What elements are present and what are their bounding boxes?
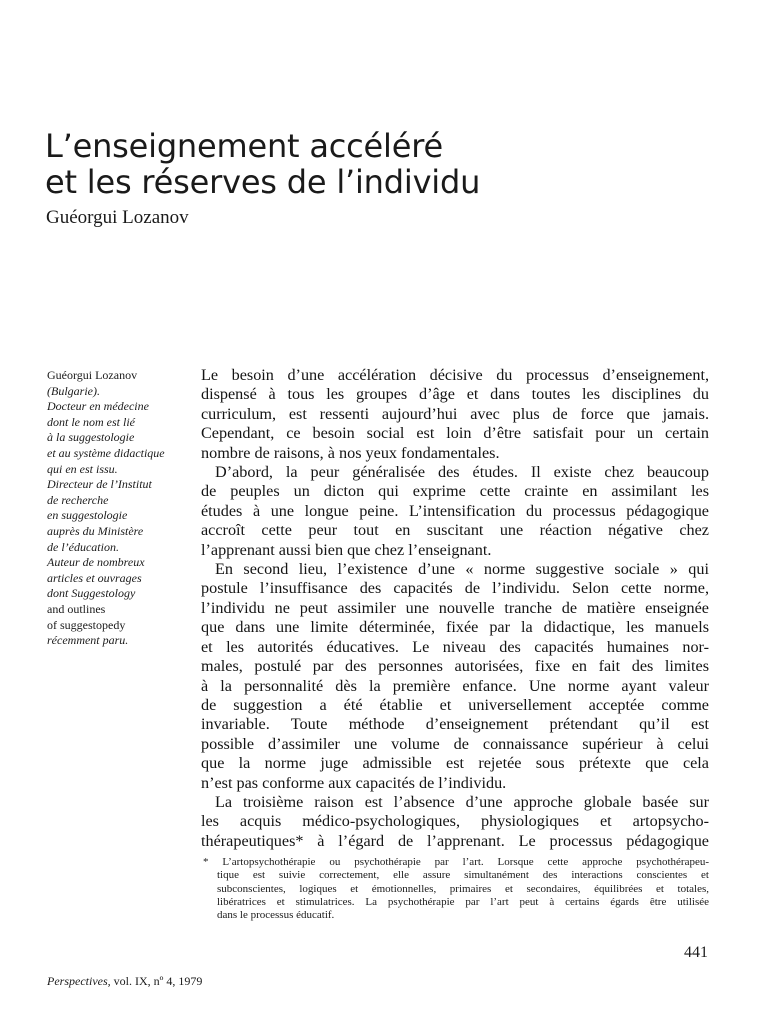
bio-line: Auteur de nombreux bbox=[47, 555, 145, 570]
bio-line: Directeur de l’Institut bbox=[47, 477, 152, 492]
body-line: que la norme juge admissible est rejetée sous prétexte que cela bbox=[201, 754, 709, 773]
body-line: à la personnalité dès la première enfance. Une norme ayant valeur bbox=[201, 676, 709, 695]
bio-line: de recherche bbox=[47, 492, 109, 507]
bio-line: Docteur en médecine bbox=[47, 399, 149, 414]
bio-line: dont Suggestology bbox=[47, 586, 136, 601]
body-line: curriculum, est ressenti aujourd’hui avec plus de force que jamais. bbox=[201, 404, 709, 423]
bio-line: et au système didactique bbox=[47, 445, 165, 460]
body-line: les acquis médico-psychologiques, physiologiques et artopsycho- bbox=[201, 812, 709, 831]
bio-line: à la suggestologie bbox=[47, 430, 135, 445]
article-body bbox=[201, 366, 709, 851]
journal-citation bbox=[47, 974, 202, 989]
body-line: En second lieu, l’existence d’une « norme suggestive sociale » qui bbox=[215, 560, 709, 579]
journal-name: Perspectives, bbox=[47, 974, 111, 988]
page-number: 441 bbox=[684, 944, 708, 961]
journal-issue: vol. IX, nº 4, 1979 bbox=[110, 974, 203, 988]
bio-line: en suggestologie bbox=[47, 508, 128, 523]
body-line: accroît cette peur tout en suscitant une réaction négative chez bbox=[201, 521, 709, 540]
body-line: La troisième raison est l’absence d’une approche globale basée sur bbox=[215, 792, 709, 811]
body-line: de suggestion a été établie et universellement acceptée comme bbox=[201, 695, 709, 714]
body-line: possible d’assimiler une volume de connaissance supérieur à celui bbox=[201, 734, 709, 753]
body-line: males, postulé par des personnes autorisées, fixe en fait des limites bbox=[201, 657, 709, 676]
body-line: dispensé à tous les groupes d’âge et dans toutes les disciplines du bbox=[201, 385, 709, 404]
article-title bbox=[45, 128, 685, 200]
body-line: postule l’insuffisance des capacités de l’individu. Selon cette norme, bbox=[201, 579, 709, 598]
footnote-line: tique est suivie correctement, elle assure simultanément des interactions conscientes et bbox=[217, 869, 709, 882]
bio-line: dont le nom est lié bbox=[47, 414, 135, 429]
bio-line: Guéorgui Lozanov bbox=[47, 368, 138, 382]
body-line: Cependant, ce besoin social est loin d’être satisfait pour un certain bbox=[201, 424, 709, 443]
footnote-line: libératrices et stimulatrices. La psychothérapie par l’art peut à certains égards être utilisée bbox=[217, 895, 709, 908]
body-line: D’abord, la peur généralisée des études. Il existe chez beaucoup bbox=[215, 463, 709, 482]
bio-line: auprès du Ministère bbox=[47, 523, 144, 538]
author-bio bbox=[47, 368, 197, 649]
body-line: l’individu ne peut assimiler une nouvelle tranche de matière enseignée bbox=[201, 598, 709, 617]
footnote bbox=[203, 856, 709, 922]
bio-line: and outlines bbox=[47, 601, 106, 616]
bio-line: of suggestopedy bbox=[47, 617, 126, 632]
title-line-2: et les réserves de l’individu bbox=[45, 163, 481, 201]
body-line: thérapeutiques* à l’égard de l’apprenant. Le processus pédagogique bbox=[201, 831, 709, 850]
body-line: de peuples un dicton qui exprime cette crainte en assimilant les bbox=[201, 482, 709, 501]
body-line: et les autorités éducatives. Le niveau des capacités humaines nor- bbox=[201, 637, 709, 656]
bio-line: (Bulgarie). bbox=[47, 383, 100, 398]
body-line: l’apprenant aussi bien que chez l’enseignant. bbox=[201, 540, 492, 559]
body-line: n’est pas conforme aux capacités de l’individu. bbox=[201, 773, 507, 792]
body-line: que dans une limite déterminée, fixée par la didactique, les manuels bbox=[201, 618, 709, 637]
author-name: Guéorgui Lozanov bbox=[46, 207, 189, 228]
bio-line: récemment paru. bbox=[47, 633, 129, 648]
body-line: études à une longue peine. L’intensification du processus pédagogique bbox=[201, 501, 709, 520]
bio-line: qui en est issu. bbox=[47, 461, 118, 476]
footnote-line: * L’artopsychothérapie ou psychothérapie par l’art. Lorsque cette approche psychothérapeu- bbox=[203, 856, 709, 868]
bio-line: articles et ouvrages bbox=[47, 570, 142, 585]
footnote-line: subconscientes, logiques et émotionnelles, primaires et secondaires, équilibrées et totales, bbox=[217, 882, 709, 895]
body-line: Le besoin d’une accélération décisive du processus d’enseignement, bbox=[201, 366, 709, 384]
bio-line: de l’éducation. bbox=[47, 539, 119, 554]
footnote-line: dans le processus éducatif. bbox=[217, 909, 335, 922]
body-line: nombre de raisons, à nos yeux fondamentales. bbox=[201, 443, 500, 462]
body-line: invariable. Toute méthode d’enseignement prétendant qu’il est bbox=[201, 715, 709, 734]
title-line-1: L’enseignement accéléré bbox=[45, 127, 443, 165]
